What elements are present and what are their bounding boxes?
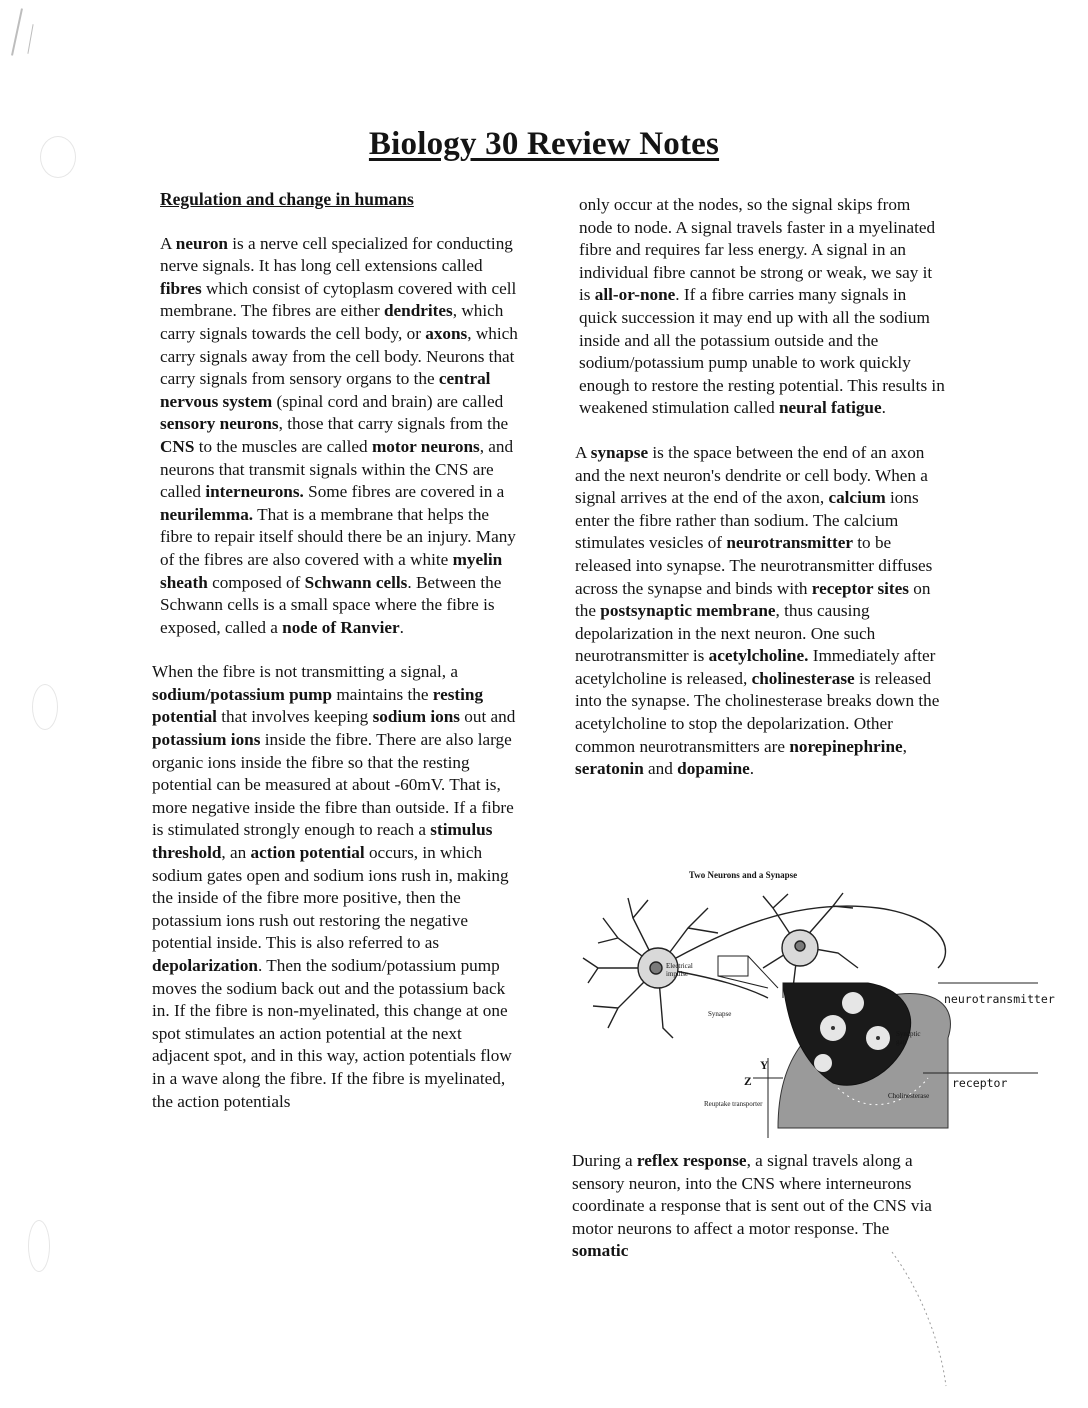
bold-term: dendrites bbox=[383, 301, 453, 321]
bold-term: fibres bbox=[160, 278, 202, 298]
y-label: Y bbox=[760, 1060, 769, 1072]
synapse-enlargement bbox=[753, 983, 1038, 1138]
text-run: . If a fibre carries many signals in quick succession it may end up with all the sodium inside and all the potassium outside and the sodium/potassium pump unable to work quickly enough to restore the resting potential. This results in weakened stimulation called bbox=[579, 285, 945, 418]
text-run: maintains the bbox=[332, 684, 433, 704]
bold-term: somatic bbox=[572, 1241, 629, 1261]
paragraph-resting-potential bbox=[152, 661, 522, 1113]
synapse-figure bbox=[578, 870, 1058, 1140]
text-run: which consist of cytoplasm covered with cell membrane. The fibres are either bbox=[160, 278, 517, 321]
bold-term: Schwann cells bbox=[304, 572, 408, 592]
bold-term: seratonin bbox=[575, 759, 644, 779]
bold-term: neural fatigue bbox=[778, 398, 882, 418]
bold-term: neurotransmitter bbox=[726, 533, 853, 553]
text-run: During a bbox=[572, 1151, 637, 1170]
bold-term: action potential bbox=[250, 843, 365, 863]
scan-mark bbox=[27, 24, 33, 54]
text-run: , thus causing depolarization in the next neuron. One such neurotransmitter is bbox=[575, 601, 876, 666]
neuron-right-illustration bbox=[763, 893, 858, 988]
text-run: Some fibres are covered in a bbox=[303, 482, 505, 502]
text-run: . bbox=[749, 759, 755, 779]
synaptic-gap-label: Synaptic gap bbox=[896, 1030, 921, 1046]
punch-hole-mark bbox=[28, 1220, 50, 1272]
text-run: inside the fibre. There are also large organic ions inside the fibre so that the resting potential can be measured at about -60mV. That is, more negative inside the fibre than outside. If a fibre is stimulated strongly enough to reach a bbox=[152, 730, 514, 840]
text-run: that involves keeping bbox=[216, 707, 373, 727]
text-run: , and neurons that transmit signals within the CNS are called bbox=[160, 436, 514, 502]
bold-term: resting potential bbox=[152, 684, 484, 727]
paragraph-reflex bbox=[572, 1150, 942, 1263]
text-run: A bbox=[160, 233, 176, 253]
bold-term: neuron bbox=[175, 233, 228, 253]
bold-term: motor neurons bbox=[371, 436, 480, 456]
text-run: to be released into synapse. The neurotransmitter diffuses across the synapse and binds with bbox=[575, 533, 933, 598]
figure-caption: Two Neurons and a Synapse bbox=[688, 870, 798, 880]
bold-term: dopamine bbox=[677, 759, 750, 779]
bold-term: reflex response bbox=[636, 1151, 747, 1170]
scan-mark bbox=[11, 8, 23, 55]
text-run: . Between the Schwann cells is a small space where the fibre is exposed, called a bbox=[160, 572, 502, 637]
synapse-diagram bbox=[578, 888, 1058, 1148]
bold-term: depolarization bbox=[152, 956, 258, 975]
text-run: Immediately after acetylcholine is released, bbox=[575, 646, 936, 688]
bold-term: sensory neurons bbox=[160, 414, 279, 434]
text-run: is the space between the end of an axon and the next neuron's dendrite or cell body. When a signal arrives at the end of the axon, bbox=[575, 442, 928, 508]
text-run: , those that carry signals from the bbox=[278, 414, 509, 434]
text-run: on the bbox=[575, 578, 931, 621]
bold-term: central nervous system bbox=[160, 369, 491, 411]
bold-term: calcium bbox=[828, 488, 886, 508]
text-run: to the muscles are called bbox=[194, 436, 372, 456]
bold-term: sodium/potassium pump bbox=[152, 684, 333, 704]
left-column bbox=[152, 188, 522, 1135]
text-run: , bbox=[902, 736, 907, 756]
receptor-label: receptor bbox=[952, 1076, 1008, 1090]
paragraph-all-or-none bbox=[579, 194, 945, 420]
bold-term: neurilemma. bbox=[160, 504, 254, 524]
bold-term: cholinesterase bbox=[751, 668, 855, 688]
text-run: , which carry signals away from the cell body. Neurons that carry signals from sensory organs to the bbox=[160, 323, 518, 389]
bold-term: synapse bbox=[590, 442, 649, 462]
punch-hole-mark bbox=[32, 684, 58, 730]
paragraph-neuron bbox=[160, 233, 522, 640]
z-label: Z bbox=[744, 1076, 752, 1088]
neurotransmitter-label: neurotransmitter bbox=[944, 992, 1055, 1006]
text-run: ions enter the fibre rather than sodium. The calcium stimulates vesicles of bbox=[575, 488, 919, 553]
text-run: . Then the sodium/potassium pump moves the sodium back out and the potassium back in. If the fibre is non-myelinated, this change at one spot stimulates an action potential at the next adjacent spot, and in this way, action potentials flow in a wave along the fibre. If the fibre is myelinated, the action potentials bbox=[152, 956, 512, 1111]
text-run: (spinal cord and brain) are called bbox=[272, 391, 504, 411]
text-run: is a nerve cell specialized for conducting nerve signals. It has long cell extensions called bbox=[160, 233, 513, 276]
paragraph-synapse bbox=[575, 442, 945, 781]
reflex-paragraph-block bbox=[572, 1150, 942, 1263]
bold-term: potassium ions bbox=[152, 730, 261, 750]
text-run: A bbox=[575, 442, 591, 462]
text-run: out and bbox=[459, 707, 516, 727]
text-run: , an bbox=[221, 843, 251, 863]
text-run: and bbox=[643, 759, 678, 779]
cholinesterase-label: Cholinesterase bbox=[888, 1092, 930, 1100]
text-run: , which carry signals towards the cell body, or bbox=[160, 301, 504, 343]
text-run: . bbox=[399, 617, 404, 637]
reuptake-label: Reuptake transporter bbox=[704, 1100, 763, 1108]
bold-term: axons bbox=[425, 323, 468, 343]
scan-curve-mark bbox=[890, 1250, 950, 1390]
text-run: That is a membrane that helps the fibre to repair itself should there be an injury. Many of the fibres are also covered with a white bbox=[160, 504, 516, 569]
text-run: . bbox=[881, 398, 886, 418]
bold-term: myelin sheath bbox=[160, 549, 503, 592]
bold-term: receptor sites bbox=[811, 578, 909, 598]
synapse-small-label: Synapse bbox=[708, 1010, 732, 1018]
text-run: composed of bbox=[207, 572, 305, 592]
right-column bbox=[575, 194, 945, 803]
text-run: , a signal travels along a sensory neuron, into the CNS where interneurons coordinate a response that is sent out of the CNS via motor neurons to affect a motor response. The bbox=[572, 1151, 932, 1238]
bold-term: sodium ions bbox=[372, 707, 460, 727]
bold-term: stimulus threshold bbox=[152, 820, 493, 863]
section-heading: Regulation and change in humans bbox=[160, 189, 414, 209]
text-run: only occur at the nodes, so the signal skips from node to node. A signal travels faster in a myelinated fibre and requires far less energy. A signal in an individual fibre cannot be strong or weak, we say it is bbox=[579, 195, 936, 305]
bold-term: CNS bbox=[160, 436, 195, 456]
bold-term: interneurons. bbox=[205, 482, 304, 502]
text-run: When the fibre is not transmitting a signal, a bbox=[152, 662, 458, 682]
bold-term: acetylcholine. bbox=[708, 646, 809, 666]
text-run: occurs, in which sodium gates open and sodium ions rush in, making the inside of the fibre more positive, then the potassium ions rush out restoring the negative potential inside. This is also referred to as bbox=[152, 843, 509, 953]
bold-term: norepinephrine bbox=[789, 736, 903, 756]
page-title: Biology 30 Review Notes bbox=[368, 126, 720, 162]
electrical-impulse-label: Electrical impulse bbox=[666, 962, 693, 978]
bold-term: all-or-none bbox=[594, 285, 676, 305]
text-run: is released into the synapse. The cholinesterase breaks down the acetylcholine to stop the depolarization. Other common neurotransmitters are bbox=[575, 668, 940, 756]
bold-term: postsynaptic membrane bbox=[600, 601, 776, 621]
bold-term: node of Ranvier bbox=[282, 617, 400, 637]
